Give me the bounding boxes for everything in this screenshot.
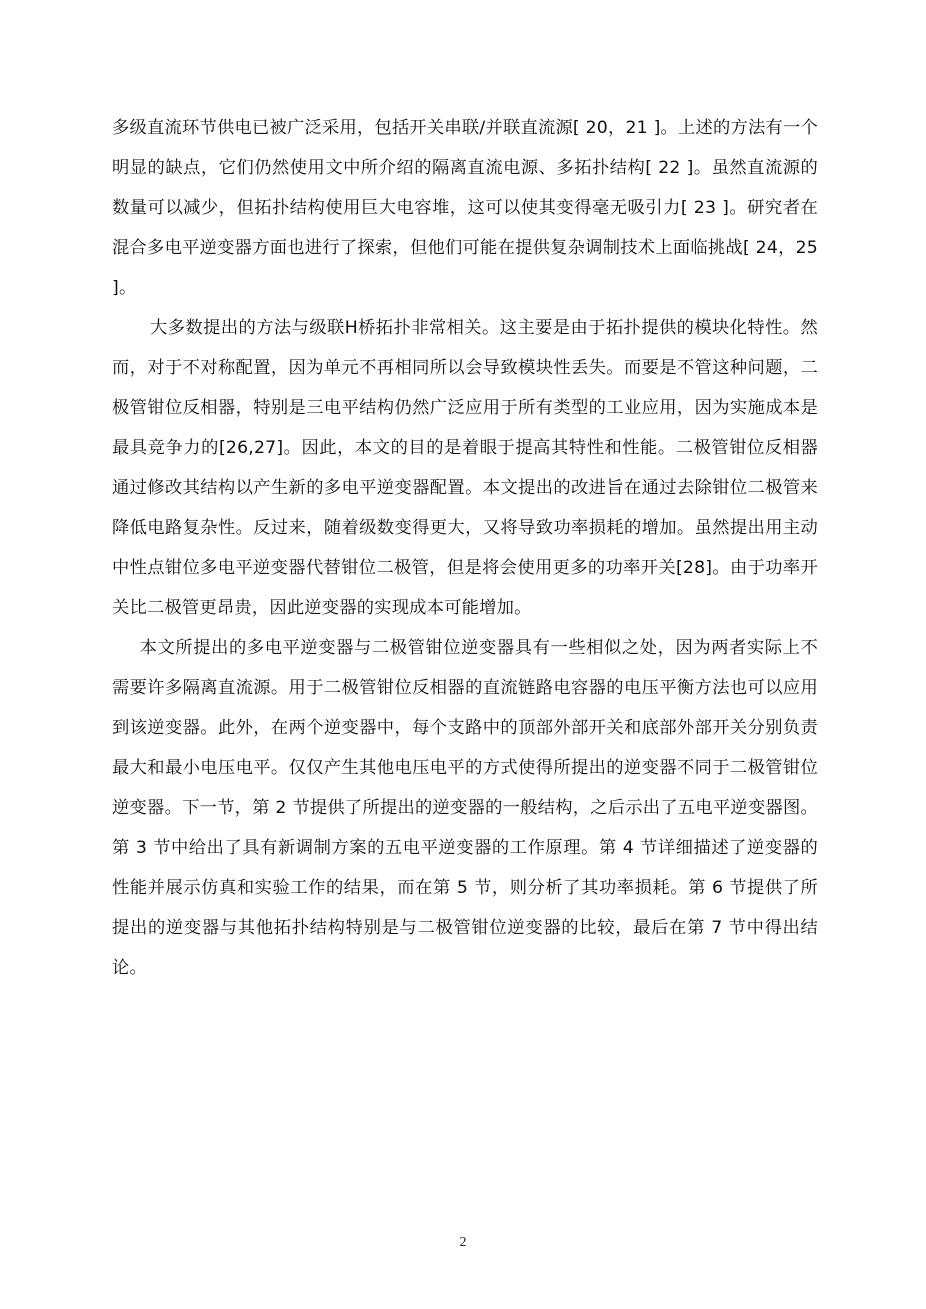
page-number: 2	[459, 1235, 467, 1250]
paragraph-1: 多级直流环节供电已被广泛采用，包括开关串联/并联直流源[ 20，21 ]。上述的方法有一个明显的缺点，它们仍然使用文中所介绍的隔离直流电源、多拓扑结构[ 22 ]。虽然直流源的数量可以减少，但拓扑结构使用巨大电容堆，这可以使其变得毫无吸引力[ 23 ]。研究者在混合多电平逆变器方面也进行了探索，但他们可能在提供复杂调制技术上面临挑战[ 24，25 ]。	[112, 118, 818, 298]
paragraph-2: 大多数提出的方法与级联H桥拓扑非常相关。这主要是由于拓扑提供的模块化特性。然而，对于不对称配置，因为单元不再相同所以会导致模块性丢失。而要是不管这种问题，二极管钳位反相器，特别是三电平结构仍然广泛应用于所有类型的工业应用，因为实施成本是最具竞争力的[26,27]。因此，本文的目的是着眼于提高其特性和性能。二极管钳位反相器通过修改其结构以产生新的多电平逆变器配置。本文提出的改进旨在通过去除钳位二极管来降低电路复杂性。反过来，随着级数变得更大，又将导致功率损耗的增加。虽然提出用主动中性点钳位多电平逆变器代替钳位二极管，但是将会使用更多的功率开关[28]。由于功率开关比二极管更昂贵，因此逆变器的实现成本可能增加。	[112, 318, 818, 618]
paragraph-3: 本文所提出的多电平逆变器与二极管钳位逆变器具有一些相似之处，因为两者实际上不需要许多隔离直流源。用于二极管钳位反相器的直流链路电容器的电压平衡方法也可以应用到该逆变器。此外，在两个逆变器中，每个支路中的顶部外部开关和底部外部开关分别负责最大和最小电压电平。仅仅产生其他电压电平的方式使得所提出的逆变器不同于二极管钳位逆变器。下一节，第 2 节提供了所提出的逆变器的一般结构，之后示出了五电平逆变器图。第 3 节中给出了具有新调制方案的五电平逆变器的工作原理。第 4 节详细描述了逆变器的性能并展示仿真和实验工作的结果，而在第 5 节，则分析了其功率损耗。第 6 节提供了所提出的逆变器与其他拓扑结构特别是与二极管钳位逆变器的比较，最后在第 7 节中得出结论。	[112, 638, 818, 978]
page-body	[112, 108, 818, 988]
